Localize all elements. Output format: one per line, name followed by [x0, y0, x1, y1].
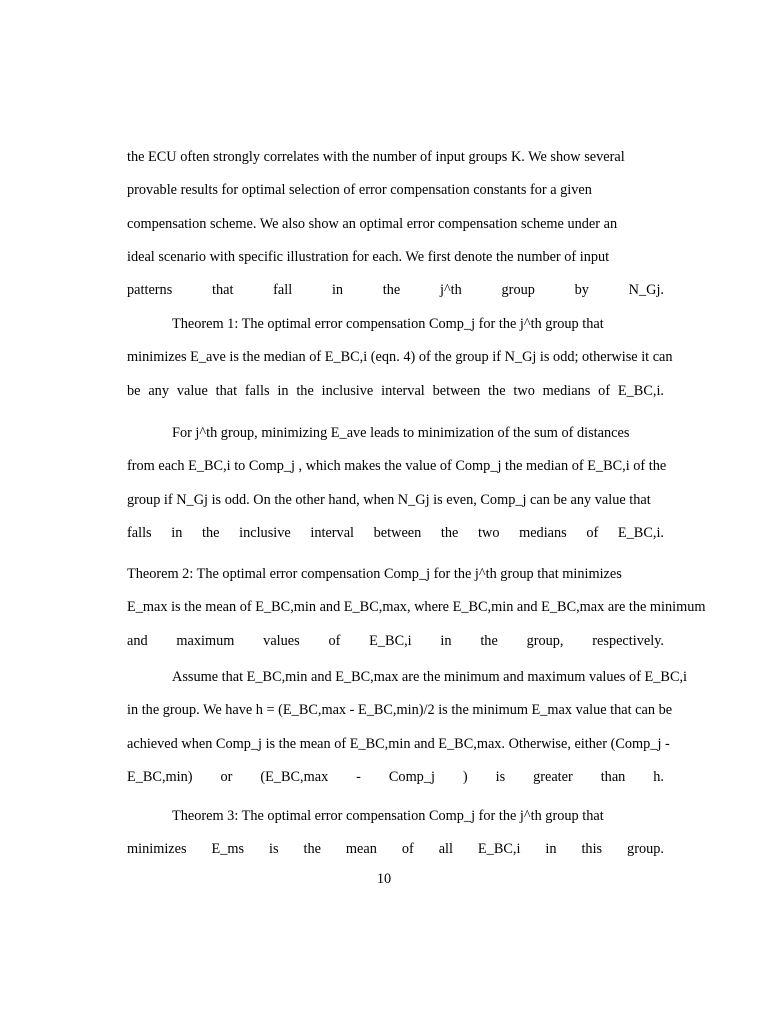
text-line: from each E_BC,i to Comp_j , which makes the value of Comp_j the median of E_BC,i of the: [127, 458, 667, 475]
proof-1: [127, 417, 667, 550]
theorem-line: Theorem 2: The optimal error compensation Comp_j for the j^th group that minimizes: [127, 566, 622, 582]
theorem-2: [127, 558, 706, 658]
proof-2: [127, 661, 688, 794]
text-line: the ECU often strongly correlates with the number of input groups K. We show several: [127, 149, 625, 165]
page-number: 10: [376, 871, 392, 887]
text-line: patterns that fall in the j^th group by N_Gj.: [127, 282, 664, 299]
text-line: achieved when Comp_j is the mean of E_BC,min and E_BC,max. Otherwise, either (Comp_j -: [127, 735, 670, 752]
theorem-line: Theorem 1: The optimal error compensation Comp_j for the j^th group that: [172, 316, 604, 332]
text-line: ideal scenario with specific illustration for each. We first denote the number of input: [127, 248, 610, 265]
theorem-line: minimizes E_ave is the median of E_BC,i (eqn. 4) of the group if N_Gj is odd; otherwise it can: [127, 349, 673, 366]
theorem-line: and maximum values of E_BC,i in the group, respectively.: [127, 632, 664, 649]
theorem-line: Theorem 3: The optimal error compensation Comp_j for the j^th group that: [172, 808, 604, 824]
theorem-3: [127, 800, 664, 867]
text-line: in the group. We have h = (E_BC,max - E_BC,min)/2 is the minimum E_max value that can be: [127, 702, 673, 719]
text-line: falls in the inclusive interval between the two medians of E_BC,i.: [127, 524, 664, 541]
text-line: Assume that E_BC,min and E_BC,max are the minimum and maximum values of E_BC,i: [172, 669, 688, 685]
text-line: For j^th group, minimizing E_ave leads to minimization of the sum of distances: [172, 425, 630, 441]
text-line: group if N_Gj is odd. On the other hand, when N_Gj is even, Comp_j can be any value that: [127, 491, 651, 508]
text-line: provable results for optimal selection of error compensation constants for a given: [127, 182, 592, 199]
theorem-line: E_max is the mean of E_BC,min and E_BC,max, where E_BC,min and E_BC,max are the minimum: [127, 599, 706, 616]
theorem-line: be any value that falls in the inclusive interval between the two medians of E_BC,i.: [127, 382, 664, 399]
text-line: compensation scheme. We also show an optimal error compensation scheme under an: [127, 215, 618, 232]
theorem-1: [127, 308, 673, 408]
text-line: E_BC,min) or (E_BC,max - Comp_j ) is greater than h.: [127, 768, 664, 785]
theorem-line: minimizes E_ms is the mean of all E_BC,i in this group.: [127, 841, 664, 858]
paragraph-intro: [127, 141, 664, 307]
